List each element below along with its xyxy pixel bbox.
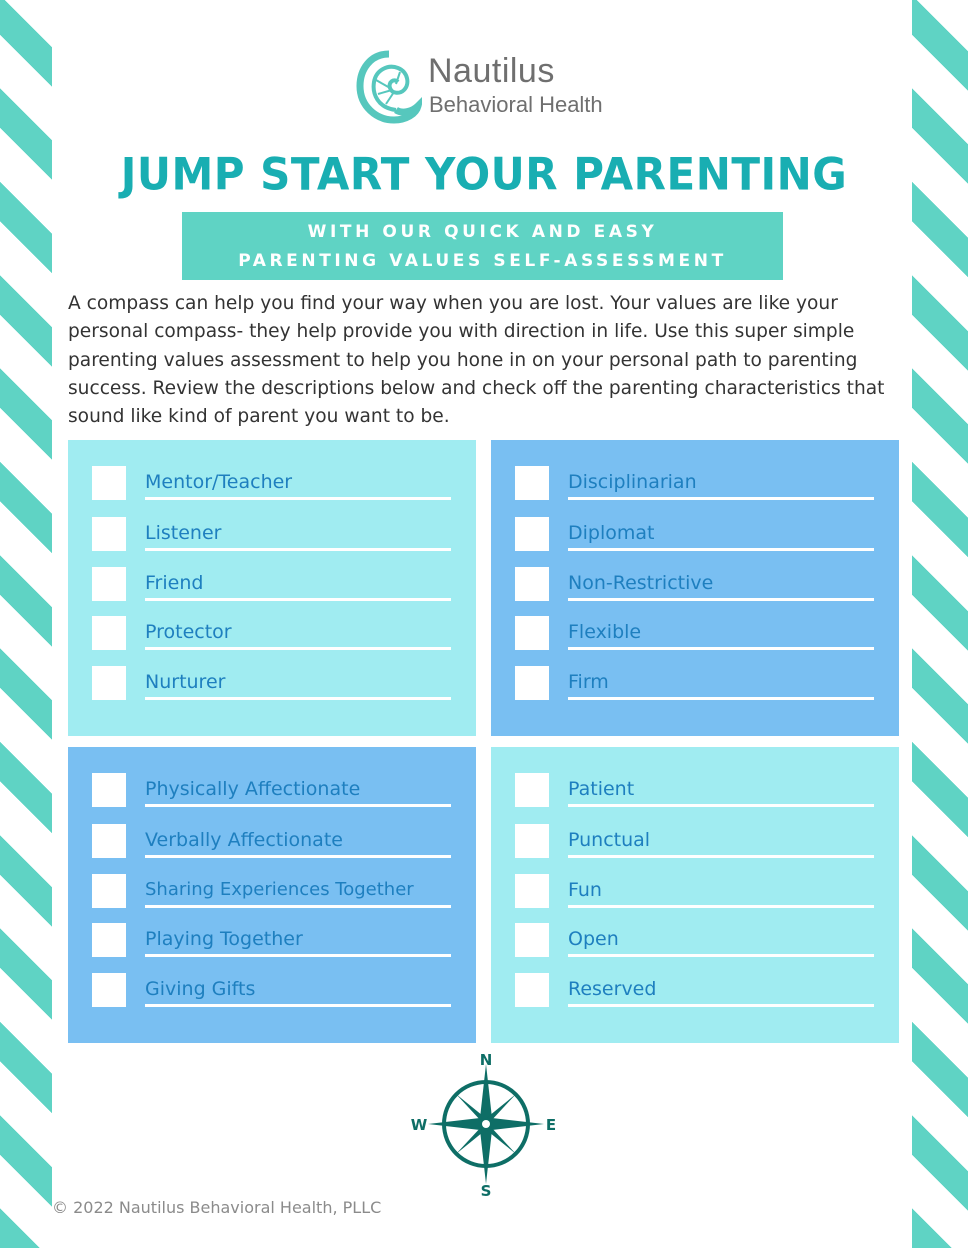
checklist-item (92, 466, 452, 502)
checklist-item (92, 773, 452, 809)
item-label: Protector (145, 621, 451, 650)
compass-rose-icon (400, 1050, 570, 1200)
checklist-item (92, 824, 452, 860)
item-label: Giving Gifts (145, 978, 451, 1007)
checkbox-icon[interactable] (92, 616, 126, 650)
compass-s: S (480, 1182, 492, 1200)
values-panel-4 (491, 747, 899, 1043)
nautilus-shell-icon (356, 50, 422, 124)
checklist-item (515, 666, 875, 702)
checklist-item (92, 616, 452, 652)
checklist-item (92, 874, 452, 910)
checkbox-icon[interactable] (92, 567, 126, 601)
item-label: Mentor/Teacher (145, 471, 451, 500)
checkbox-icon[interactable] (92, 824, 126, 858)
item-label: Diplomat (568, 522, 874, 551)
brand-name: Nautilus (428, 52, 555, 90)
checkbox-icon[interactable] (92, 773, 126, 807)
checklist-item (92, 923, 452, 959)
checklist-item (515, 466, 875, 502)
values-panel-1 (68, 440, 476, 736)
item-label: Fun (568, 879, 874, 908)
item-label: Nurturer (145, 671, 451, 700)
banner-line-1: WITH OUR QUICK AND EASY (307, 222, 658, 242)
checkbox-icon[interactable] (92, 973, 126, 1007)
checkbox-icon[interactable] (92, 466, 126, 500)
checkbox-icon[interactable] (515, 616, 549, 650)
item-label: Reserved (568, 978, 874, 1007)
checkbox-icon[interactable] (92, 517, 126, 551)
item-label: Playing Together (145, 928, 451, 957)
checkbox-icon[interactable] (515, 466, 549, 500)
checklist-item (92, 567, 452, 603)
checkbox-icon[interactable] (92, 666, 126, 700)
copyright-footer: © 2022 Nautilus Behavioral Health, PLLC (52, 1198, 382, 1217)
values-panel-2 (491, 440, 899, 736)
item-label: Physically Affectionate (145, 778, 451, 807)
checkbox-icon[interactable] (515, 923, 549, 957)
compass-e: E (545, 1116, 557, 1134)
intro-paragraph: A compass can help you find your way when you are lost. Your values are like your personal compass- they help provide you with direction in life. Use this super simple parenting values assessment to help you hone in on your personal path to parenting success. Review the descriptions below and check off the parenting characteristics that sound like kind of parent you want to be. (68, 293, 885, 428)
checklist-item (515, 973, 875, 1009)
checkbox-icon[interactable] (515, 567, 549, 601)
item-label: Friend (145, 572, 451, 601)
checklist-item (515, 567, 875, 603)
checklist-item (515, 923, 875, 959)
banner-line-2: PARENTING VALUES SELF-ASSESSMENT (238, 251, 727, 271)
item-label: Firm (568, 671, 874, 700)
checklist-item (92, 973, 452, 1009)
compass-n: N (479, 1051, 493, 1069)
checklist-item (92, 517, 452, 553)
checkbox-icon[interactable] (515, 517, 549, 551)
checkbox-icon[interactable] (515, 973, 549, 1007)
item-label: Verbally Affectionate (145, 829, 451, 858)
checklist-item (515, 824, 875, 860)
brand-logo (356, 50, 626, 126)
checkbox-icon[interactable] (515, 773, 549, 807)
item-label: Disciplinarian (568, 471, 874, 500)
checkbox-icon[interactable] (515, 666, 549, 700)
checkbox-icon[interactable] (515, 874, 549, 908)
checklist-item (92, 666, 452, 702)
checklist-item (515, 616, 875, 652)
brand-subtitle: Behavioral Health (429, 92, 603, 117)
checkbox-icon[interactable] (92, 874, 126, 908)
item-label: Flexible (568, 621, 874, 650)
item-label: Sharing Experiences Together (145, 879, 451, 908)
compass-w: W (410, 1116, 428, 1134)
checklist-item (515, 517, 875, 553)
values-panel-3 (68, 747, 476, 1043)
checklist-item (515, 874, 875, 910)
item-label: Non-Restrictive (568, 572, 874, 601)
item-label: Open (568, 928, 874, 957)
subtitle-banner (182, 212, 783, 280)
checkbox-icon[interactable] (515, 824, 549, 858)
checklist-item (515, 773, 875, 809)
item-label: Listener (145, 522, 451, 551)
item-label: Patient (568, 778, 874, 807)
page-title: JUMP START YOUR PARENTING (120, 148, 848, 201)
checkbox-icon[interactable] (92, 923, 126, 957)
item-label: Punctual (568, 829, 874, 858)
